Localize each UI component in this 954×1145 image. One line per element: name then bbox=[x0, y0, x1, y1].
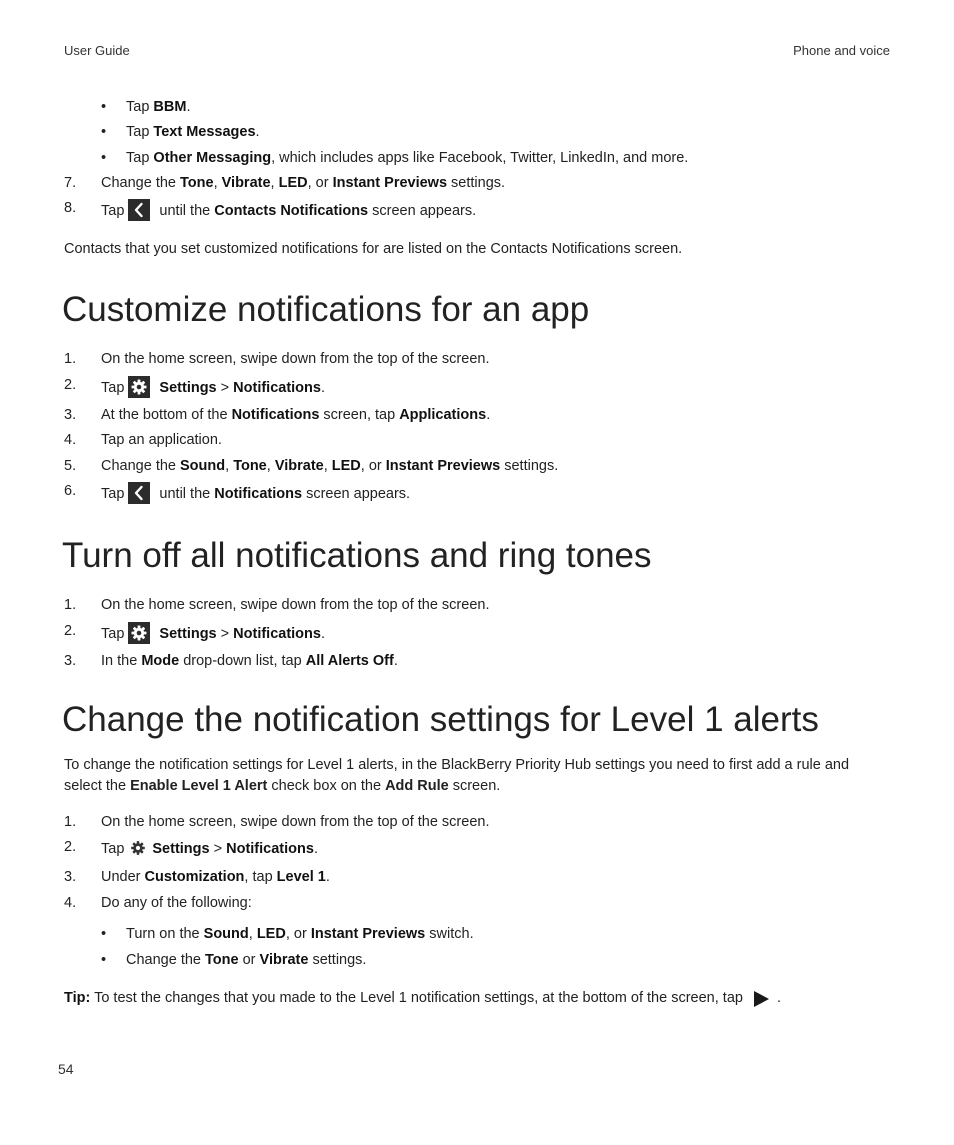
step-number: 2. bbox=[64, 623, 77, 639]
step-number: 8. bbox=[64, 200, 77, 216]
step-text: Tap until the Notifications screen appears. bbox=[101, 483, 410, 505]
step-text: Under Customization, tap Level 1. bbox=[101, 869, 330, 885]
list-item: Tap BBM. bbox=[126, 99, 191, 115]
step-number: 4. bbox=[64, 895, 77, 911]
section-heading-turn-off-notifications: Turn off all notifications and ring tones bbox=[62, 536, 652, 575]
section-heading-customize-app: Customize notifications for an app bbox=[62, 290, 590, 329]
back-icon bbox=[128, 199, 150, 221]
step-text: Tap an application. bbox=[101, 432, 222, 448]
step-text: Change the Tone, Vibrate, LED, or Instant Previews settings. bbox=[101, 175, 506, 191]
tip-note: Tip: To test the changes that you made to the Level 1 notification settings, at the bottom of the screen, tap . bbox=[64, 988, 781, 1008]
settings-gear-icon bbox=[128, 622, 150, 644]
step-number: 2. bbox=[64, 377, 77, 393]
step-number: 1. bbox=[64, 597, 77, 613]
step-number: 2. bbox=[64, 839, 77, 855]
step-number: 3. bbox=[64, 407, 77, 423]
step-number: 3. bbox=[64, 869, 77, 885]
step-number: 7. bbox=[64, 175, 77, 191]
tip-label: Tip: bbox=[64, 990, 91, 1006]
bullet-marker: • bbox=[101, 150, 107, 166]
step-text: Change the Sound, Tone, Vibrate, LED, or Instant Previews settings. bbox=[101, 458, 559, 474]
settings-gear-icon bbox=[128, 376, 150, 398]
step-text: On the home screen, swipe down from the top of the screen. bbox=[101, 597, 490, 613]
list-item: Tap Other Messaging, which includes apps like Facebook, Twitter, LinkedIn, and more. bbox=[126, 150, 689, 166]
page-number: 54 bbox=[58, 1061, 74, 1077]
step-number: 3. bbox=[64, 653, 77, 669]
step-text: In the Mode drop-down list, tap All Alerts Off. bbox=[101, 653, 398, 669]
bullet-marker: • bbox=[101, 99, 107, 115]
step-text: On the home screen, swipe down from the top of the screen. bbox=[101, 351, 490, 367]
list-item: Turn on the Sound, LED, or Instant Previews switch. bbox=[126, 926, 474, 942]
step-text: Tap Settings > Notifications. bbox=[101, 623, 325, 645]
section-intro-paragraph: To change the notification settings for Level 1 alerts, in the BlackBerry Priority Hub settings you need to first add a rule and select the Enable Level 1 Alert check box on the Add Rule screen. bbox=[64, 757, 850, 794]
step-text: Do any of the following: bbox=[101, 895, 252, 911]
step-text: Tap Settings > Notifications. bbox=[101, 377, 325, 399]
step-number: 1. bbox=[64, 814, 77, 830]
bullet-marker: • bbox=[101, 926, 107, 942]
step-text: Tap Settings > Notifications. bbox=[101, 839, 318, 859]
step-text: At the bottom of the Notifications screen, tap Applications. bbox=[101, 407, 491, 423]
play-icon bbox=[751, 989, 771, 1009]
settings-gear-icon bbox=[128, 838, 148, 858]
list-item: Change the Tone or Vibrate settings. bbox=[126, 952, 367, 968]
intro-paragraph: Contacts that you set customized notifications for are listed on the Contacts Notifications screen. bbox=[64, 241, 683, 257]
step-number: 5. bbox=[64, 458, 77, 474]
bullet-marker: • bbox=[101, 124, 107, 140]
step-number: 1. bbox=[64, 351, 77, 367]
list-item: Tap Text Messages. bbox=[126, 124, 260, 140]
step-number: 4. bbox=[64, 432, 77, 448]
section-heading-level1-alerts: Change the notification settings for Level 1 alerts bbox=[62, 700, 819, 739]
bullet-marker: • bbox=[101, 952, 107, 968]
header-section-title: Phone and voice bbox=[793, 43, 890, 58]
step-text: Tap until the Contacts Notifications screen appears. bbox=[101, 200, 476, 222]
back-icon bbox=[128, 482, 150, 504]
step-text: On the home screen, swipe down from the top of the screen. bbox=[101, 814, 490, 830]
header-doc-title: User Guide bbox=[64, 43, 130, 58]
step-number: 6. bbox=[64, 483, 77, 499]
